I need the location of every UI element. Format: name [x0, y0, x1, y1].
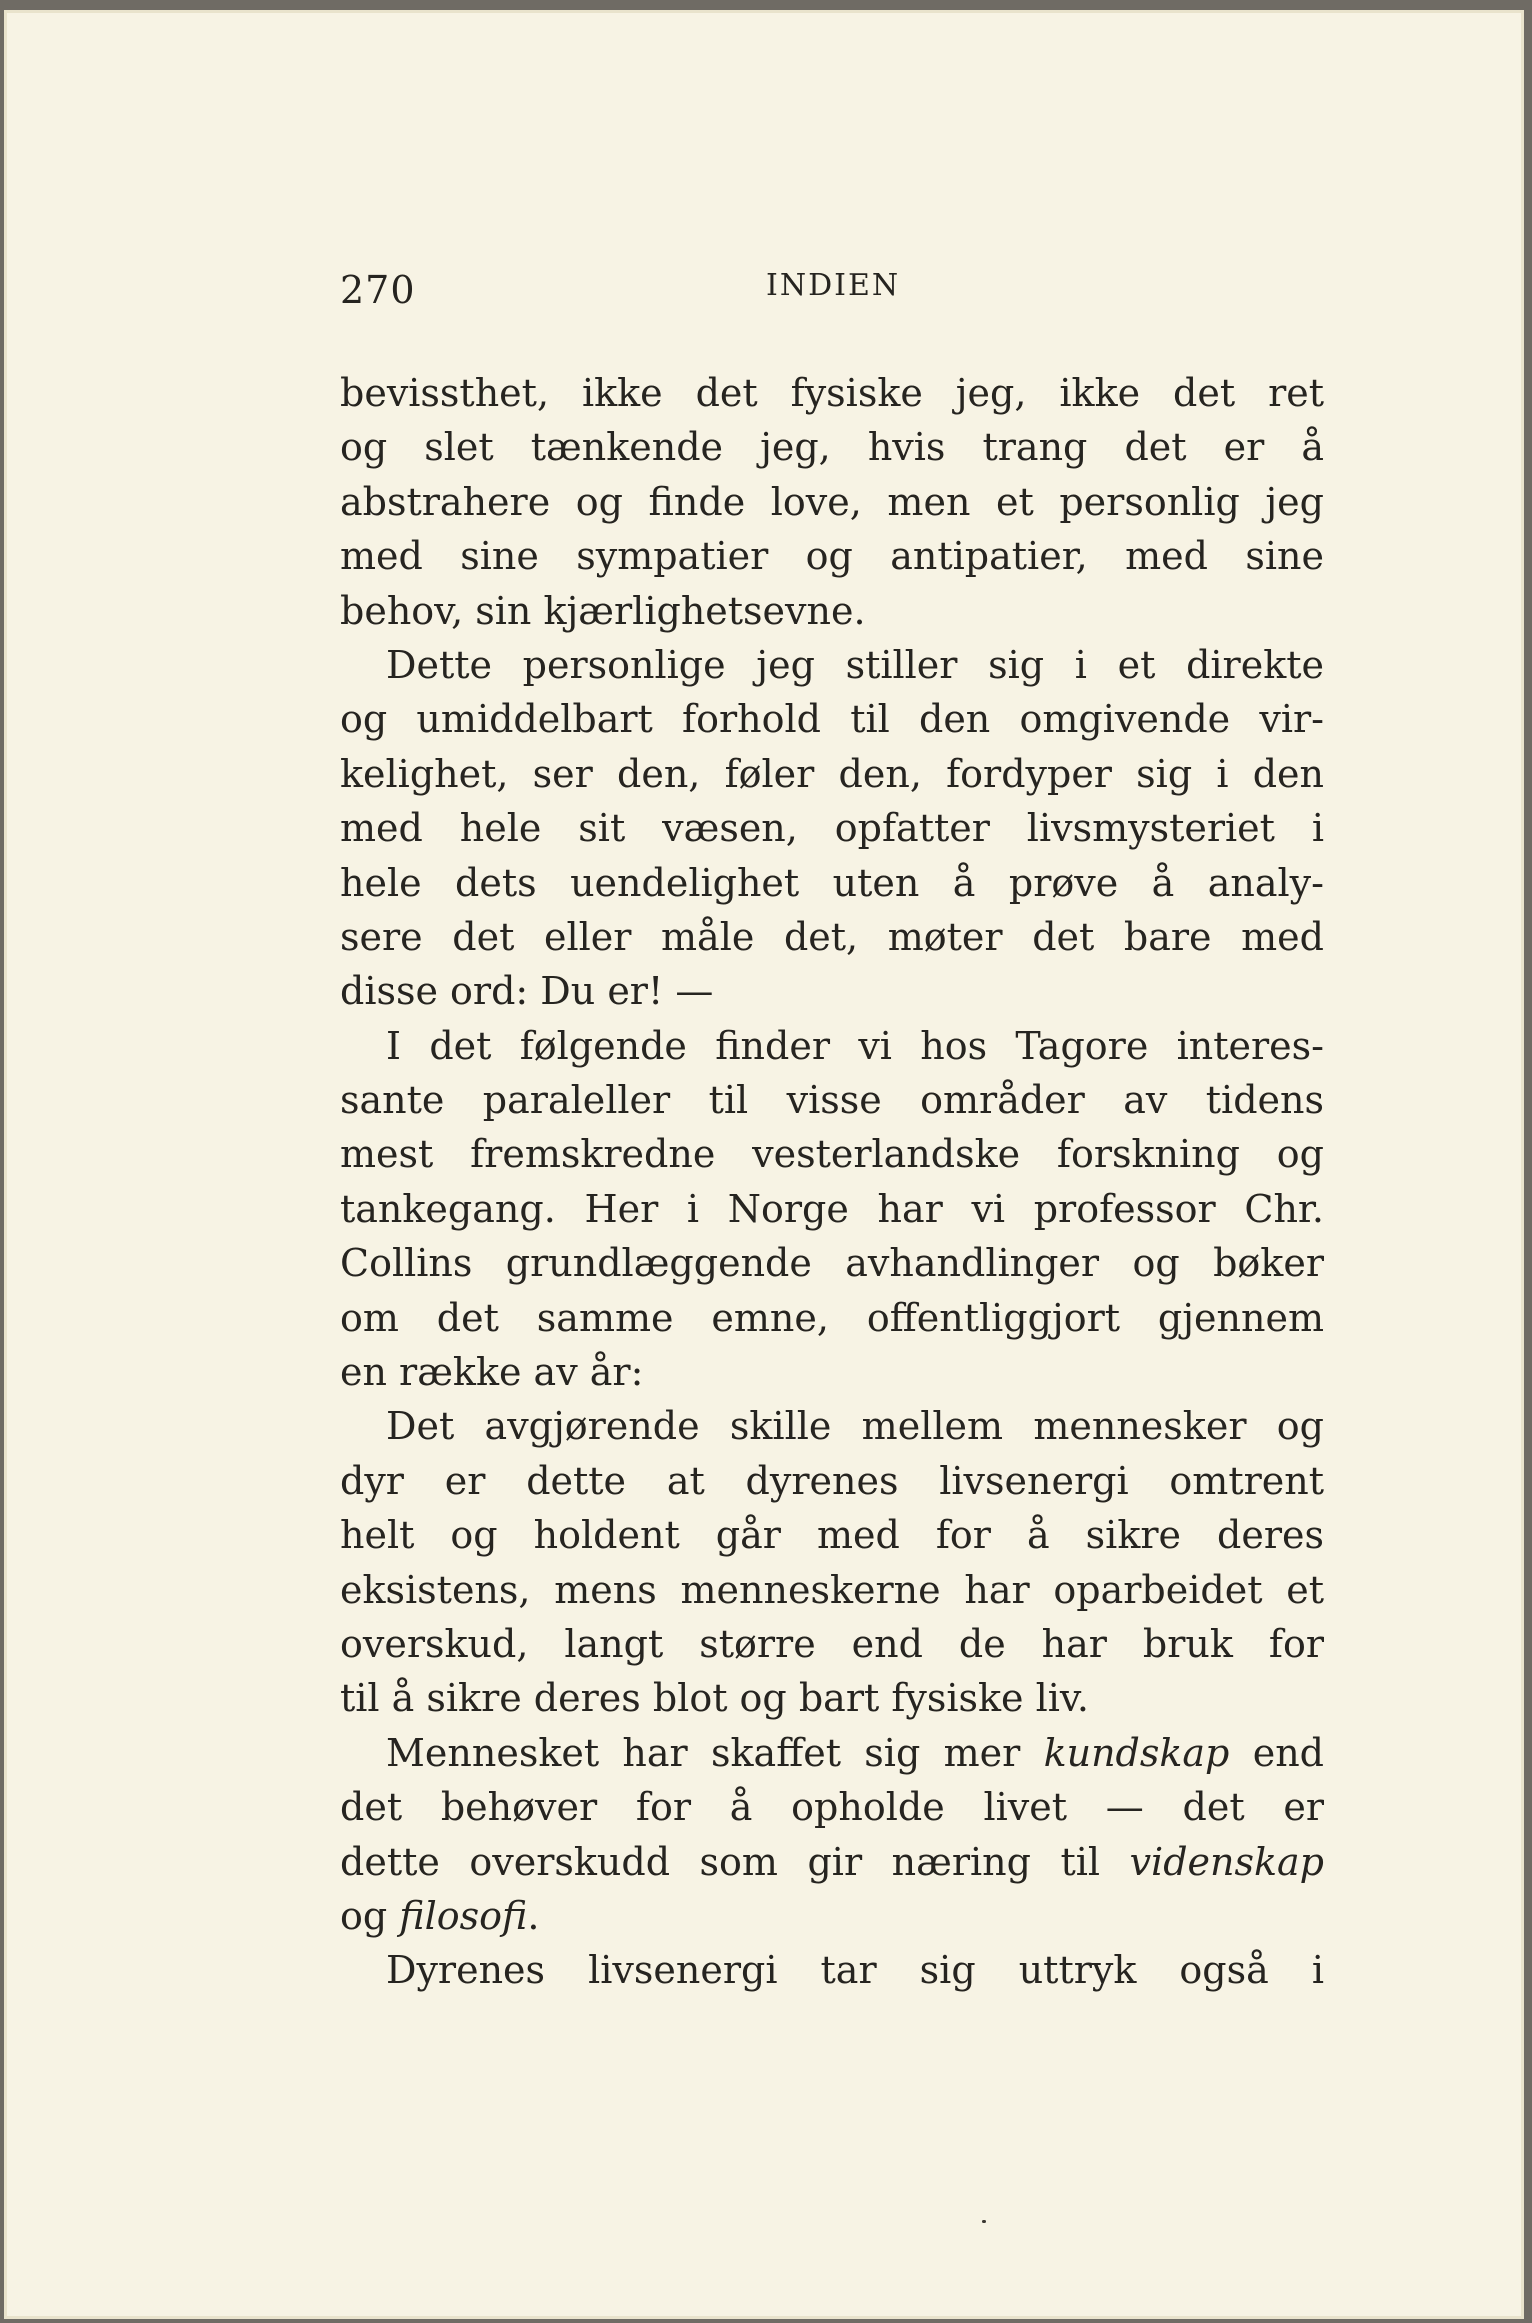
body-text [340, 366, 1324, 1998]
page-header [340, 254, 1324, 314]
text-run: Collins grundlæggende avhandlinger og bøker [340, 1241, 1324, 1286]
text-line [340, 964, 1324, 1018]
text-run: disse ord: Du er! — [340, 969, 714, 1014]
text-line [340, 1182, 1324, 1236]
text-line [340, 1617, 1324, 1671]
text-run: og slet tænkende jeg, hvis trang det er å [340, 425, 1324, 470]
text-line [340, 529, 1324, 583]
text-line [340, 1943, 1324, 1997]
text-line [340, 475, 1324, 529]
text-run: overskud, langt større end de har bruk for [340, 1621, 1324, 1666]
text-line [340, 1345, 1324, 1399]
text-line [340, 1236, 1324, 1290]
text-line [340, 638, 1324, 692]
text-run: og umiddelbart forhold til den omgivende vir- [340, 697, 1324, 742]
text-run: end [1229, 1730, 1324, 1775]
text-run: I det følgende finder vi hos Tagore interes- [386, 1023, 1324, 1068]
text-line [340, 1563, 1324, 1617]
text-line [340, 801, 1324, 855]
text-run: Dyrenes livsenergi tar sig uttryk også i [386, 1948, 1324, 1993]
text-run: om det samme emne, offentliggjort gjennem [340, 1295, 1324, 1340]
text-line [340, 1508, 1324, 1562]
text-run: tankegang. Her i Norge har vi professor Chr. [340, 1186, 1324, 1231]
italic-term: kundskap [1043, 1730, 1230, 1775]
text-run: Dette personlige jeg stiller sig i et direkte [386, 642, 1324, 687]
text-run: dette overskudd som gir næring til [340, 1839, 1130, 1884]
text-run: med sine sympatier og antipatier, med sine [340, 534, 1324, 579]
text-line [340, 1780, 1324, 1834]
text-run: dyr er dette at dyrenes livsenergi omtrent [340, 1458, 1324, 1503]
text-line [340, 910, 1324, 964]
text-run: eksistens, mens menneskerne har oparbeidet et [340, 1567, 1324, 1612]
text-line [340, 692, 1324, 746]
text-run: hele dets uendelighet uten å prøve å analy- [340, 860, 1324, 905]
text-run: Det avgjørende skille mellem mennesker og [386, 1404, 1324, 1449]
text-line [340, 1726, 1324, 1780]
text-run: kelighet, ser den, føler den, fordyper sig i den [340, 751, 1324, 796]
text-run: en række av år: [340, 1350, 644, 1395]
text-run: helt og holdent går med for å sikre deres [340, 1513, 1324, 1558]
text-line [340, 747, 1324, 801]
text-run: det behøver for å opholde livet — det er [340, 1785, 1324, 1830]
italic-term: videnskap [1129, 1839, 1324, 1884]
paper-speck [982, 2220, 986, 2223]
text-line [340, 1399, 1324, 1453]
text-line [340, 1073, 1324, 1127]
text-run: . [527, 1893, 540, 1938]
text-run: med hele sit væsen, opfatter livsmysteriet i [340, 806, 1324, 851]
text-line [340, 1889, 1324, 1943]
text-run: sere det eller måle det, møter det bare med [340, 914, 1324, 959]
running-head: INDIEN [766, 268, 901, 303]
text-line [340, 1019, 1324, 1073]
text-line [340, 1835, 1324, 1889]
text-run: abstrahere og finde love, men et personlig jeg [340, 479, 1324, 524]
text-run: og [340, 1893, 400, 1938]
text-run: til å sikre deres blot og bart fysiske liv. [340, 1676, 1089, 1721]
text-run: bevissthet, ikke det fysiske jeg, ikke det ret [340, 371, 1324, 415]
text-run: mest fremskredne vesterlandske forskning og [340, 1132, 1324, 1177]
text-run: behov, sin kjærlighetsevne. [340, 588, 866, 633]
text-line [340, 1454, 1324, 1508]
text-line [340, 366, 1324, 420]
text-line [340, 584, 1324, 638]
text-run: Mennesket har skaffet sig mer [386, 1730, 1044, 1775]
italic-term: filosofi [399, 1893, 528, 1938]
text-line [340, 1291, 1324, 1345]
page-number: 270 [340, 268, 416, 312]
text-run: sante paraleller til visse områder av tidens [340, 1078, 1324, 1123]
text-line [340, 1127, 1324, 1181]
text-line [340, 420, 1324, 474]
book-page [4, 10, 1524, 2319]
text-line [340, 1671, 1324, 1725]
text-line [340, 856, 1324, 910]
